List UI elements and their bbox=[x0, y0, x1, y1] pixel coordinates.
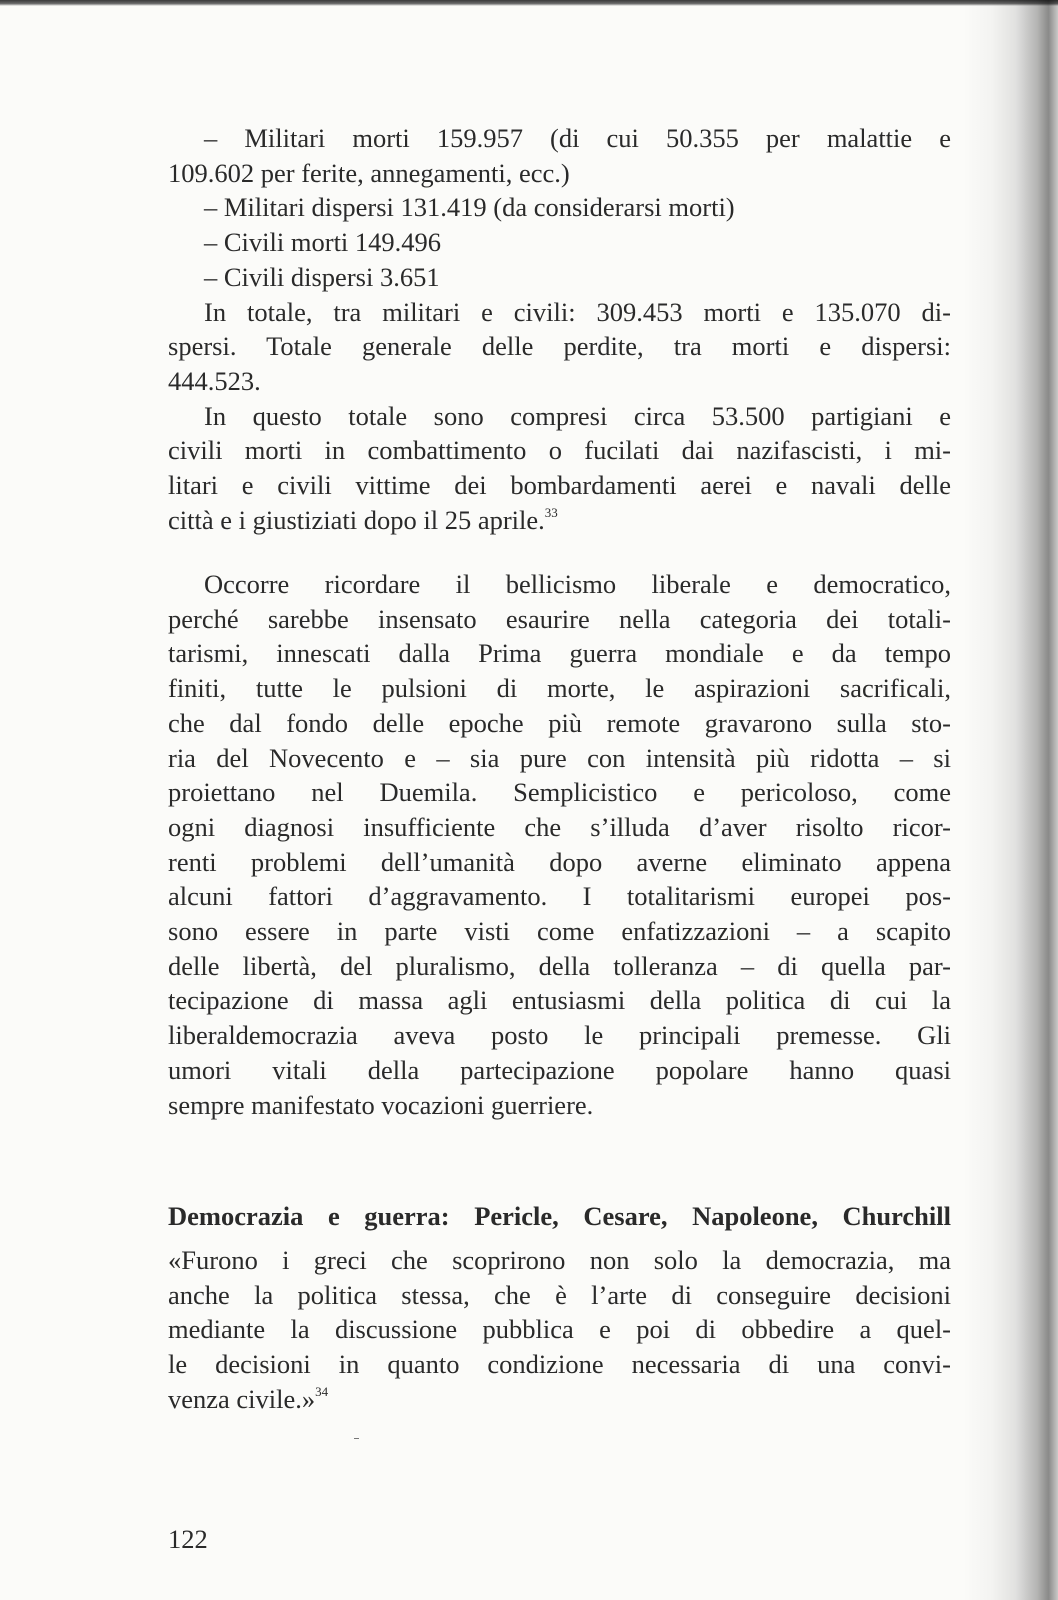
totals-line: In totale, tra militari e civili: 309.453 morti e 135.070 di- bbox=[204, 296, 951, 327]
included-line: civili morti in combattimento o fucilati dai nazifascisti, i mi- bbox=[168, 435, 951, 466]
paragraph-line: delle libertà, del pluralismo, della tolleranza – di quella par- bbox=[168, 950, 951, 981]
page-top-edge bbox=[0, 0, 1058, 6]
main-paragraph bbox=[168, 567, 951, 1122]
paragraph-line: alcuni fattori d’aggravamento. I totalitarismi europei pos- bbox=[168, 881, 951, 912]
casualty-line: – Civili morti 149.496 bbox=[204, 227, 442, 258]
included-line: In questo totale sono compresi circa 53.500 partigiani e bbox=[204, 400, 951, 431]
paragraph-line: ria del Novecento e – sia pure con intensità più ridotta – si bbox=[168, 742, 951, 773]
casualty-line: – Civili dispersi 3.651 bbox=[204, 261, 440, 292]
paragraph-line: finiti, tutte le pulsioni di morte, le aspirazioni sacrificali, bbox=[168, 673, 951, 704]
included-line bbox=[168, 503, 951, 538]
casualty-section bbox=[168, 121, 951, 537]
paragraph-line: renti problemi dell’umanità dopo averne eliminato appena bbox=[168, 846, 951, 877]
page-number: 122 bbox=[168, 1524, 208, 1554]
quote-line-text: venza civile.» bbox=[168, 1383, 316, 1414]
stray-mark bbox=[354, 1438, 359, 1439]
paragraph-line: liberaldemocrazia aveva posto le principali premesse. Gli bbox=[168, 1020, 951, 1051]
paragraph-line: ogni diagnosi insufficiente che s’illuda d’aver risolto ricor- bbox=[168, 811, 951, 842]
paragraph-line: sempre manifestato vocazioni guerriere. bbox=[168, 1089, 594, 1120]
binding-shadow bbox=[963, 0, 1058, 1600]
quote-line: anche la politica stessa, che è l’arte di conseguire decisioni bbox=[168, 1279, 951, 1310]
paragraph-line: perché sarebbe insensato esaurire nella categoria dei totali- bbox=[168, 603, 951, 634]
paragraph-line: umori vitali della partecipazione popolare hanno quasi bbox=[168, 1054, 951, 1085]
quote-line: le decisioni in quanto condizione necessaria di una convi- bbox=[168, 1349, 951, 1380]
casualty-line: – Militari dispersi 131.419 (da considerarsi morti) bbox=[204, 192, 735, 223]
section-heading: Democrazia e guerra: Pericle, Cesare, Napoleone, Churchill bbox=[168, 1201, 951, 1231]
included-line-text: città e i giustiziati dopo il 25 aprile. bbox=[168, 504, 545, 535]
paragraph-line: tarismi, innescati dalla Prima guerra mondiale e da tempo bbox=[168, 638, 951, 669]
quote-line: mediante la discussione pubblica e poi di obbedire a quel- bbox=[168, 1314, 951, 1345]
paragraph-line: sono essere in parte visti come enfatizzazioni – a scapito bbox=[168, 916, 951, 947]
footnote-ref-34: 34 bbox=[315, 1383, 329, 1399]
paragraph-line: Occorre ricordare il bellicismo liberale e democratico, bbox=[204, 569, 951, 599]
casualty-line: 109.602 per ferite, annegamenti, ecc.) bbox=[168, 157, 570, 188]
totals-line: 444.523. bbox=[168, 365, 261, 396]
quote-paragraph bbox=[168, 1243, 951, 1417]
totals-line: spersi. Totale generale delle perdite, tra morti e dispersi: bbox=[168, 331, 951, 362]
quote-line: «Furono i greci che scoprirono non solo la democrazia, ma bbox=[168, 1245, 951, 1275]
paragraph-line: che dal fondo delle epoche più remote gravarono sulla sto- bbox=[168, 707, 951, 738]
casualty-line: – Militari morti 159.957 (di cui 50.355 per malattie e bbox=[204, 123, 951, 153]
included-line: litari e civili vittime dei bombardamenti aerei e navali delle bbox=[168, 470, 951, 501]
paragraph-line: proiettano nel Duemila. Semplicistico e pericoloso, come bbox=[168, 777, 951, 808]
quote-line bbox=[168, 1382, 951, 1417]
paragraph-line: tecipazione di massa agli entusiasmi della politica di cui la bbox=[168, 985, 951, 1016]
footnote-ref-33: 33 bbox=[544, 504, 558, 520]
